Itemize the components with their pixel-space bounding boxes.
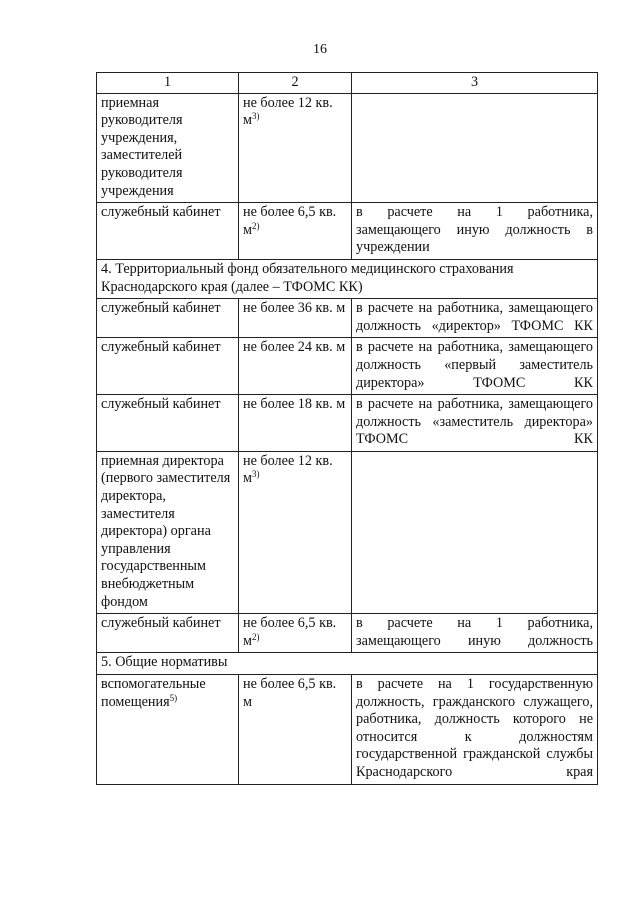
table-row — [97, 93, 598, 203]
table-row — [97, 395, 598, 452]
area-norm-cell — [239, 338, 352, 395]
column-header-3: 3 — [352, 73, 598, 94]
column-header-1: 1 — [97, 73, 239, 94]
calculation-basis: в расчете на работника, замещающего должность «директор» ТФОМС КК — [352, 299, 598, 338]
area-norm: не более 18 кв. м — [243, 396, 346, 413]
premise-type-cell — [97, 675, 239, 785]
premise-type: служебный кабинет — [101, 339, 221, 356]
premise-type-cell — [97, 203, 239, 260]
column-header-2: 2 — [239, 73, 352, 94]
norms-table — [96, 72, 598, 785]
premise-type: приемная директора (первого заместителя директора, заместителя директора) органа управления государственным внебюджетным фондом — [101, 452, 231, 610]
area-norm: не более 12 кв. м — [243, 94, 333, 129]
area-norm: не более 6,5 кв. м — [243, 615, 337, 649]
section-row — [97, 653, 598, 675]
premise-type-cell — [97, 93, 239, 203]
calculation-basis: в расчете на 1 работника, замещающего иную должность — [352, 614, 598, 653]
area-norm: не более 6,5 кв. м — [243, 204, 337, 238]
area-norm: не более 12 кв. м — [243, 452, 333, 487]
footnote-mark: 3) — [251, 469, 260, 480]
footnote-mark: 2) — [251, 220, 260, 231]
area-norm-cell — [239, 451, 352, 613]
calculation-basis — [352, 451, 598, 613]
premise-type-cell — [97, 451, 239, 613]
premise-type: вспомогательные помещения — [101, 676, 206, 710]
area-norm-cell — [239, 299, 352, 338]
premise-type-cell — [97, 299, 239, 338]
calculation-basis — [352, 93, 598, 203]
calculation-basis: в расчете на 1 государственную должность, гражданского служащего, работника, должность которого не относится к должностям государственной гражданской службы Краснодарского края — [352, 675, 598, 785]
area-norm-cell — [239, 614, 352, 653]
premise-type: служебный кабинет — [101, 204, 221, 221]
table-row — [97, 614, 598, 653]
premise-type-cell — [97, 395, 239, 452]
table-row — [97, 675, 598, 785]
area-norm: не более 24 кв. м — [243, 339, 346, 356]
calculation-basis: в расчете на работника, замещающего должность «заместитель директора» ТФОМС КК — [352, 395, 598, 452]
footnote-mark: 5) — [169, 692, 178, 703]
section-row — [97, 259, 598, 298]
premise-type-cell — [97, 614, 239, 653]
table-row — [97, 203, 598, 260]
section-title: 4. Территориальный фонд обязательного медицинского страхования Краснодарского края (далее – ТФОМС КК) — [97, 259, 598, 298]
table-body — [97, 93, 598, 784]
area-norm-cell — [239, 203, 352, 260]
calculation-basis: в расчете на работника, замещающего должность «первый заместитель директора» ТФОМС КК — [352, 338, 598, 395]
footnote-mark: 3) — [251, 111, 260, 122]
premise-type: приемная руководителя учреждения, заместителей руководителя учреждения — [101, 94, 183, 199]
area-norm-cell — [239, 93, 352, 203]
area-norm-cell — [239, 675, 352, 785]
premise-type: служебный кабинет — [101, 396, 221, 413]
footnote-mark: 2) — [251, 631, 260, 642]
area-norm: не более 36 кв. м — [243, 300, 346, 317]
section-title: 5. Общие нормативы — [97, 653, 598, 675]
table-row — [97, 451, 598, 613]
area-norm-cell — [239, 395, 352, 452]
table-row — [97, 338, 598, 395]
header-row — [97, 73, 598, 94]
area-norm: не более 6,5 кв. м — [243, 676, 337, 710]
premise-type: служебный кабинет — [101, 615, 221, 632]
premise-type: служебный кабинет — [101, 300, 221, 317]
premise-type-cell — [97, 338, 239, 395]
table-row — [97, 299, 598, 338]
calculation-basis: в расчете на 1 работника, замещающего иную должность в учреждении — [352, 203, 598, 260]
page-number: 16 — [313, 42, 327, 57]
